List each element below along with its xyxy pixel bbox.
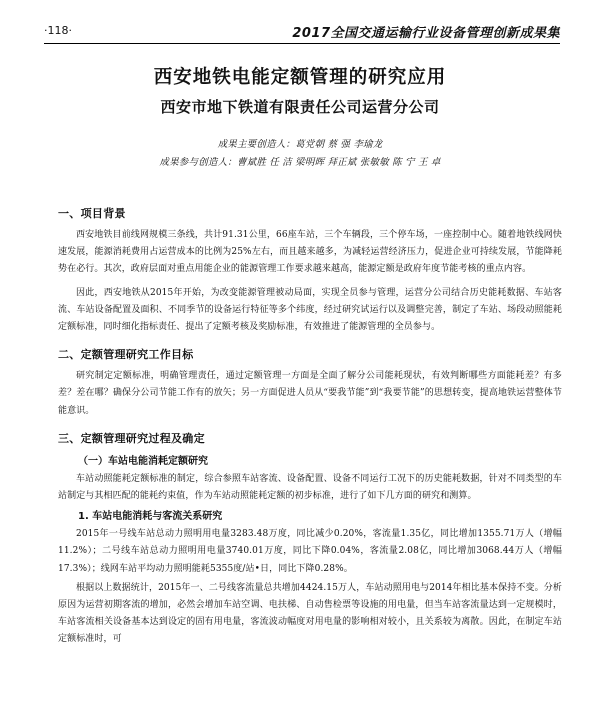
article-organization: 西安市地下铁道有限责任公司运营分公司	[160, 98, 440, 116]
page-header	[44, 22, 560, 42]
section-3-paragraph-1: 车站动照能耗定额标准的制定，综合参照车站客流、设备配置、设备不同运行工况下的历史能耗数据，针对不同类型的车站制定与其相匹配的能耗约束值，作为车站动照能耗定额的初步标准，进行了如下几方面的研究和测算。	[58, 473, 562, 502]
book-title: 2017全国交通运输行业设备管理创新成果集	[292, 26, 560, 41]
article-body	[58, 205, 562, 655]
section-3-heading: 三、定额管理研究过程及确定	[58, 431, 205, 445]
section-3-subheading-1: （一）车站电能消耗定额研究	[78, 455, 208, 467]
header-rule	[44, 43, 560, 44]
page-number: ·118·	[44, 24, 72, 37]
section-1-heading: 一、项目背景	[58, 207, 126, 220]
section-1-paragraph-2: 因此，西安地铁从2015年开始，为改变能源管理被动局面，实现全员参与管理，运营分公司结合历史能耗数据、车站客流、车站设备配置及面积、不同季节的设备运行特征等多个纬度，经过研究试运行以及调整完善，制定了车站、场段动照能耗定额标准，同时细化指标责任、提出了定额考核及奖励标准，有效推进了能源管理的全员参与。	[58, 287, 562, 333]
article-title: 西安地铁电能定额管理的研究应用	[153, 67, 447, 88]
participants: 成果参与创造人：曹斌胜 任 洁 梁明晖 拜正斌 张敏敏 陈 宁 王 卓	[159, 157, 441, 168]
section-1-paragraph-1: 西安地铁目前线网规模三条线，共计91.31公里，66座车站，三个车辆段，三个停车场，一座控制中心。随着地铁线网快速发展，能源消耗费用占运营成本的比例为25%左右，而且越来越多，为减轻运营经济压力，促进企业可持续发展，节能降耗势在必行。其次，政府层面对重点用能企业的能源管理工作要求越来越高，能源定额是政府年度节能考核的重点内容。	[58, 230, 562, 275]
section-3-paragraph-3: 根据以上数据统计，2015年一、二号线客流量总共增加4424.15万人，车站动照用电与2014年相比基本保持不变。分析原因为运营初期客流的增加，必然会增加车站空调、电扶梯、自动售检票等设施的用电量，但当车站客流量达到一定规模时，车站客流相关设备基本达到设定的固有用电量，客流波动幅度对用电量的影响相对较小，且关系较为离散。因此，在制定车站定额标准时，可	[58, 582, 562, 645]
section-2-paragraph-1: 研究制定定额标准，明确管理责任，通过定额管理一方面是全面了解分公司能耗现状，有效判断哪些方面能耗差？有多差？差在哪？确保分公司节能工作有的放矢；另一方面促进人员从“要我节能”到“我要节能”的思想转变，提高地铁运营整体节能意识。	[58, 371, 562, 416]
section-3-subheading-2: 1. 车站电能消耗与客流关系研究	[78, 511, 223, 523]
section-2-heading: 二、定额管理研究工作目标	[58, 348, 194, 362]
main-creators: 成果主要创造人：葛党朝 蔡 强 李瑜龙	[217, 139, 383, 150]
section-3-paragraph-2: 2015年一号线车站总动力照明用电量3283.48万度，同比减少0.20%，客流量1.35亿，同比增加1355.71万人（增幅11.2%）；二号线车站总动力照明用电量3740.01万度，同比下降0.04%，客流量2.08亿，同比增加3068.44万人（增幅17.3%）；线网车站平均动力照明能耗5355度/站•日，同比下降0.28%。	[58, 529, 562, 574]
